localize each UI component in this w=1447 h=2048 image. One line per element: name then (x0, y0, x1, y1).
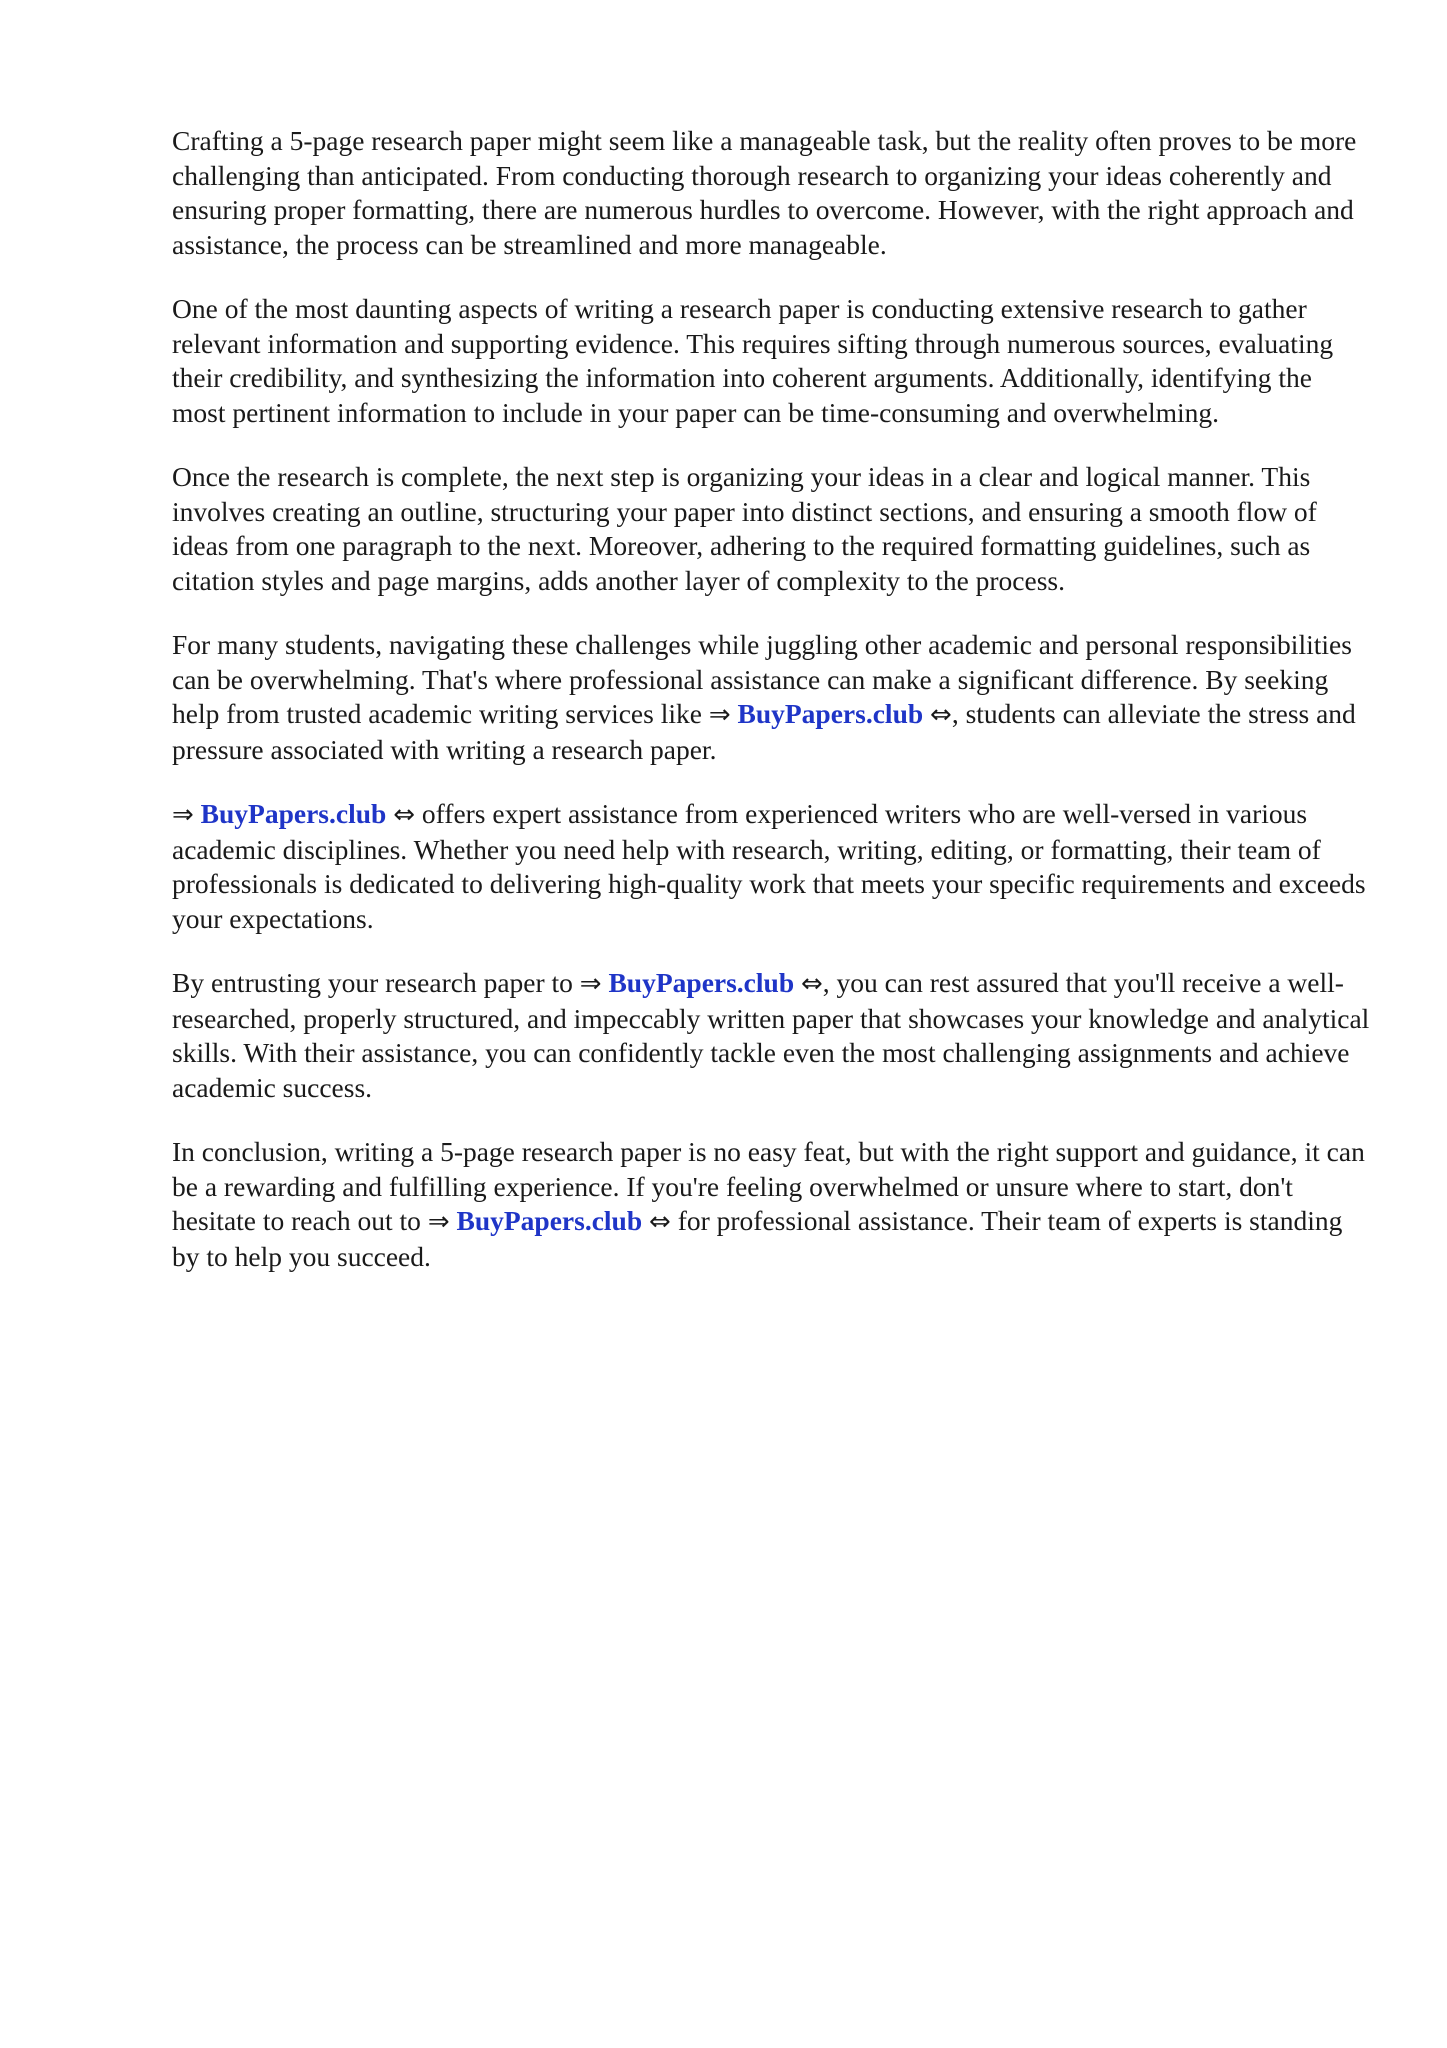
paragraph-conclusion (172, 1135, 1372, 1274)
paragraph-challenges-text-before: For many students, navigating these challenges while juggling other academic and personal responsibilities can be overwhelming. That's where professional assistance can make a significant difference. By seeking help from trusted academic writing services like (172, 629, 1352, 729)
paragraph-conclusion-text-before: In conclusion, writing a 5-page research paper is no easy feat, but with the right support and guidance, it can be a rewarding and fulfilling experience. If you're feeling overwhelmed or unsure where to start, don't hesitate to reach out to (172, 1136, 1365, 1236)
arrow-both-icon: ⇔ (393, 800, 415, 830)
arrow-right-icon: ⇒ (427, 1207, 450, 1237)
buypapers-link[interactable]: BuyPapers.club (456, 1205, 643, 1236)
paragraph-challenges-text-after: , students can alleviate the stress and pressure associated with writing a research paper. (172, 698, 1356, 765)
buypapers-link[interactable]: BuyPapers.club (608, 967, 795, 998)
arrow-both-icon: ⇔ (930, 700, 952, 730)
paragraph-offers (172, 797, 1372, 936)
document-body (172, 124, 1372, 1304)
arrow-both-icon: ⇔ (649, 1207, 671, 1237)
paragraph-challenges (172, 628, 1372, 767)
arrow-right-icon: ⇒ (579, 969, 602, 999)
paragraph-research: One of the most daunting aspects of writing a research paper is conducting extensive research to gather relevant information and supporting evidence. This requires sifting through numerous sources, evaluating their credibility, and synthesizing the information into coherent arguments. Additionally, identifying the most pertinent information to include in your paper can be time-consuming and overwhelming. (172, 293, 1334, 428)
paragraph-organizing: Once the research is complete, the next step is organizing your ideas in a clear and logical manner. This involves creating an outline, structuring your paper into distinct sections, and ensuring a smooth flow of ideas from one paragraph to the next. Moreover, adhering to the required formatting guidelines, such as citation styles and page margins, adds another layer of complexity to the process. (172, 461, 1317, 596)
arrow-right-icon: ⇒ (708, 700, 731, 730)
paragraph-intro: Crafting a 5-page research paper might seem like a manageable task, but the reality often proves to be more challenging than anticipated. From conducting thorough research to organizing your ideas coherently and ensuring proper formatting, there are numerous hurdles to overcome. However, with the right approach and assistance, the process can be streamlined and more manageable. (172, 125, 1357, 260)
paragraph-entrusting-text-before: By entrusting your research paper to (172, 967, 580, 998)
paragraph-conclusion-text-after: for professional assistance. Their team of experts is standing by to help you succeed. (172, 1205, 1343, 1272)
buypapers-link[interactable]: BuyPapers.club (737, 698, 924, 729)
paragraph-offers-text-after: offers expert assistance from experienced writers who are well-versed in various academic disciplines. Whether you need help with research, writing, editing, or formatting, their team of professionals is dedicated to delivering high-quality work that meets your specific requirements and exceeds your expectations. (172, 798, 1366, 934)
buypapers-link[interactable]: BuyPapers.club (200, 798, 387, 829)
arrow-both-icon: ⇔ (801, 969, 823, 999)
paragraph-entrusting-text-after: , you can rest assured that you'll receive a well-researched, properly structured, and impeccably written paper that showcases your knowledge and analytical skills. With their assistance, you can confidently tackle even the most challenging assignments and achieve academic success. (172, 967, 1370, 1103)
arrow-right-icon: ⇒ (172, 800, 194, 830)
paragraph-entrusting (172, 966, 1372, 1105)
